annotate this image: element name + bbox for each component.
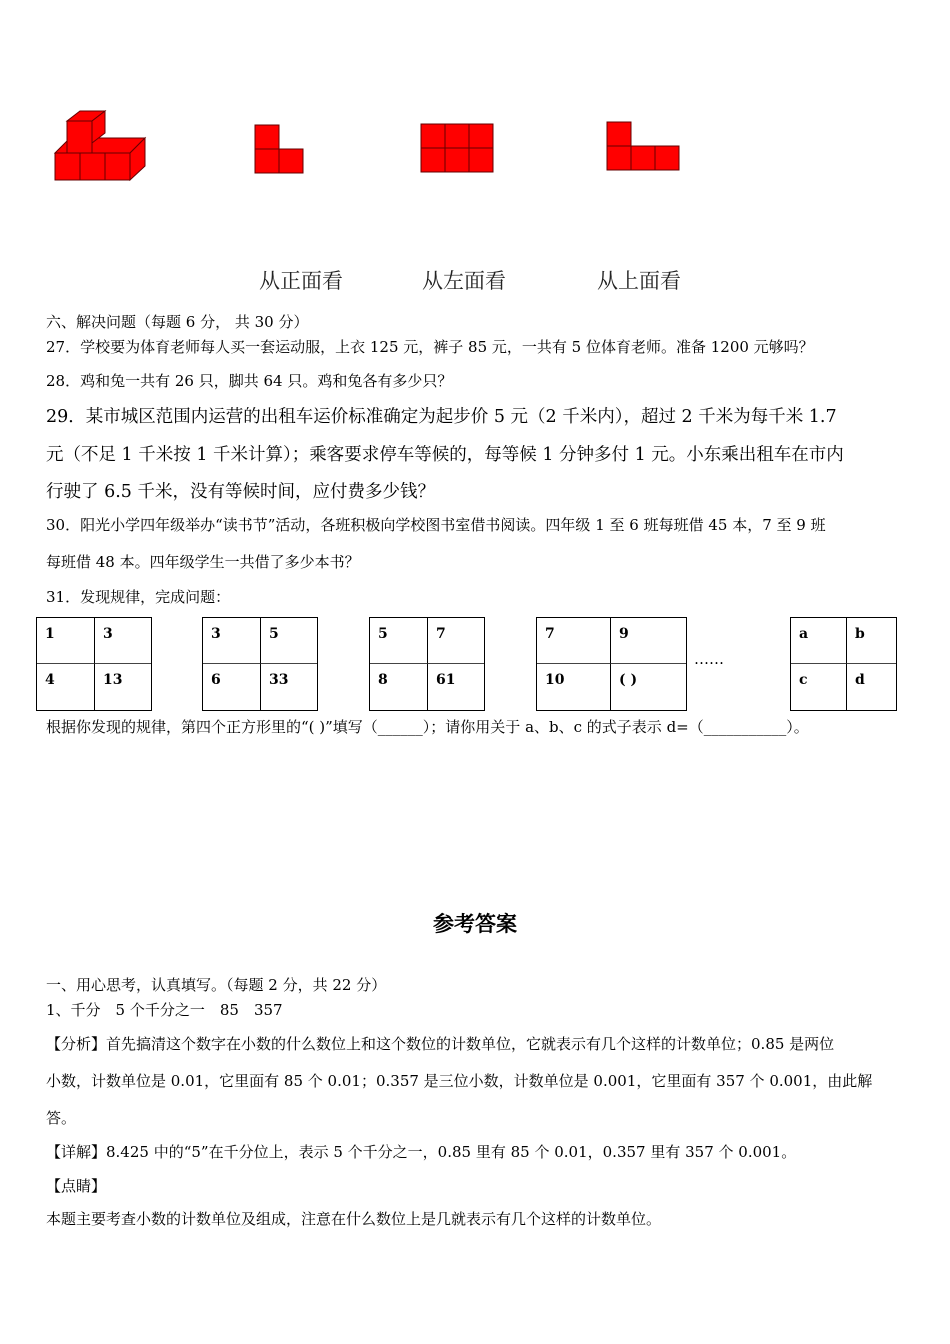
cell: 8	[370, 664, 428, 710]
question-29-line3: 行驶了 6.5 千米，没有等候时间，应付费多少钱？	[46, 482, 435, 502]
question-29-line2: 元（不足 1 千米按 1 千米计算）；乘客要求停车等候的，每等候 1 分钟多付 1 元。小东乘出租车在市内	[46, 445, 844, 465]
cell: d	[855, 672, 865, 688]
ellipsis: ……	[694, 650, 724, 668]
question-30-line1: 30．阳光小学四年级举办“读书节”活动，各班积极向学校图书室借书阅读。四年级 1 至 6 班每班借 45 本，7 至 9 班	[46, 516, 826, 534]
question-30-line2: 每班借 48 本。四年级学生一共借了多少本书？	[46, 553, 360, 571]
cell: ( )	[619, 672, 638, 688]
cell: 13	[103, 672, 123, 688]
question-29-line1: 29．某市城区范围内运营的出租车运价标准确定为起步价 5 元（2 千米内），超过 2 千米为每千米 1.7	[46, 407, 837, 427]
question-31-tail: 根据你发现的规律，第四个正方形里的“( )”填写（______）；请你用关于 a、b、c 的式子表示 d=（___________）。	[46, 718, 809, 736]
cell: 9	[611, 618, 686, 664]
point-label: 【点睛】	[46, 1177, 107, 1195]
top-view-label: 从上面看	[597, 269, 681, 293]
answer-title: 参考答案	[433, 911, 517, 936]
cell: 1	[37, 618, 95, 664]
analysis-line1: 【分析】首先搞清这个数字在小数的什么数位上和这个数位的计数单位，它就表示有几个这样的计数单位；0.85 是两位	[46, 1035, 835, 1053]
cube-figures	[50, 108, 700, 188]
cell: 5	[261, 618, 317, 664]
cell: 5	[370, 618, 428, 664]
question-31: 31．发现规律，完成问题：	[46, 588, 231, 606]
pattern-square-4	[536, 617, 687, 711]
pattern-square-general	[790, 617, 897, 711]
front-view	[255, 125, 303, 173]
cell: 7	[428, 618, 484, 664]
pattern-square-2	[202, 617, 318, 711]
analysis-line2: 小数，计数单位是 0.01，它里面有 85 个 0.01；0.357 是三位小数，计数单位是 0.001，它里面有 357 个 0.001，由此解	[46, 1072, 873, 1090]
left-view-label: 从左面看	[422, 269, 506, 293]
cell: c	[791, 664, 847, 710]
front-view-label: 从正面看	[259, 269, 343, 293]
cell: 7	[537, 618, 611, 664]
answer-1: 1、千分 5 个千分之一 85 357	[46, 1001, 283, 1019]
question-27: 27．学校要为体育老师每人买一套运动服，上衣 125 元，裤子 85 元，一共有 5 位体育老师。准备 1200 元够吗？	[46, 338, 814, 356]
cell: 3	[203, 618, 261, 664]
cell: b	[847, 618, 896, 664]
cell: 10	[537, 664, 611, 710]
cell: 33	[269, 672, 289, 688]
pattern-square-3	[369, 617, 485, 711]
point: 本题主要考查小数的计数单位及组成，注意在什么数位上是几就表示有几个这样的计数单位。	[46, 1210, 662, 1228]
answer-section-heading: 一、用心思考，认真填写。（每题 2 分，共 22 分）	[46, 976, 387, 994]
cell: 6	[203, 664, 261, 710]
pattern-square-1	[36, 617, 152, 711]
question-28: 28．鸡和兔一共有 26 只，脚共 64 只。鸡和兔各有多少只？	[46, 372, 453, 390]
cell: 4	[37, 664, 95, 710]
cell: a	[791, 618, 847, 664]
detail: 【详解】8.425 中的“5”在千分位上，表示 5 个千分之一，0.85 里有 85 个 0.01，0.357 里有 357 个 0.001。	[46, 1143, 797, 1161]
top-view	[607, 122, 679, 170]
cell: 3	[95, 618, 151, 664]
analysis-line3: 答。	[46, 1109, 77, 1127]
section-heading: 六、解决问题（每题 6 分， 共 30 分）	[46, 313, 309, 331]
left-view	[421, 124, 493, 172]
3d-cube-stack	[55, 111, 145, 180]
cell: 61	[436, 672, 456, 688]
